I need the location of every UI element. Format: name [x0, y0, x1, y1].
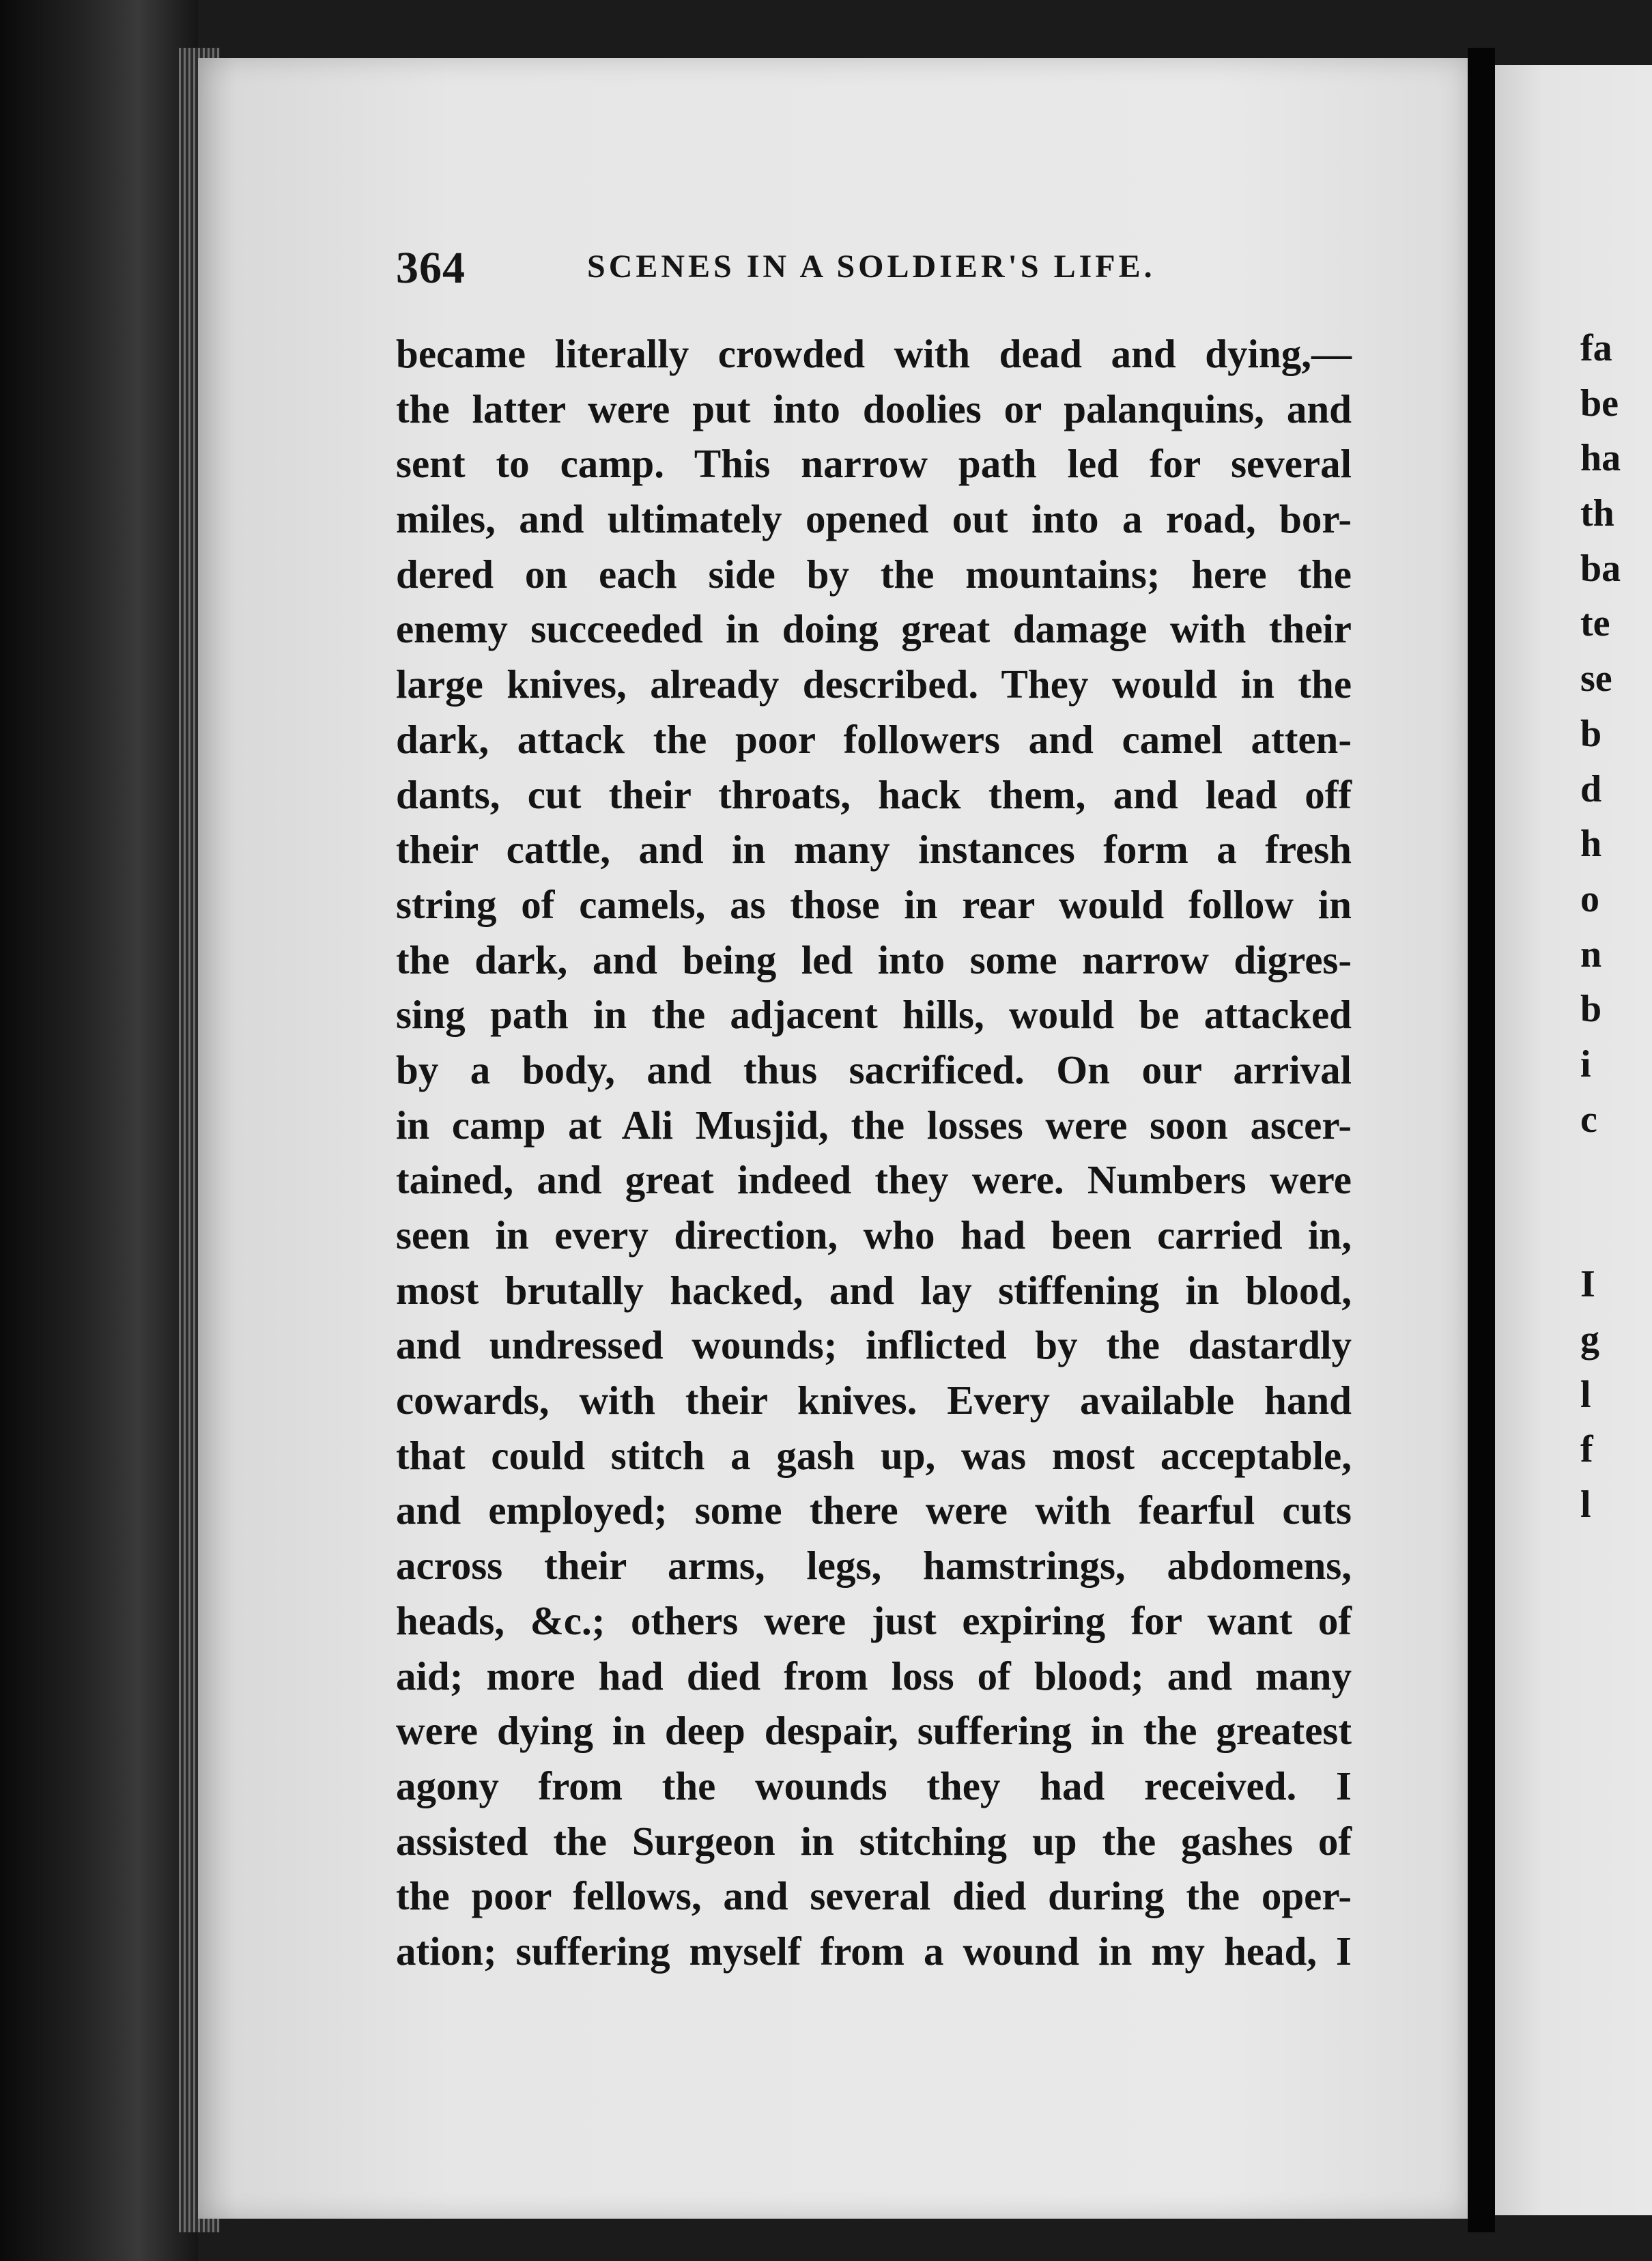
- text-line: that could stitch a gash up, was most acceptable,: [396, 1432, 1352, 1478]
- text-line: tained, and great indeed they were. Numbers were: [396, 1157, 1352, 1203]
- fragment: h: [1580, 823, 1602, 866]
- page-number: 364: [396, 243, 466, 293]
- text-line: were dying in deep despair, suffering in the greatest: [396, 1708, 1352, 1754]
- fragment: o: [1580, 877, 1599, 920]
- text-line: dark, attack the poor followers and camel atten-: [396, 716, 1352, 762]
- fragment: l: [1580, 1373, 1591, 1416]
- facing-page-text-fragments: [1580, 321, 1652, 1533]
- fragment: f: [1580, 1428, 1593, 1471]
- fragment: d: [1580, 767, 1602, 810]
- text-line: became literally crowded with dead and dying,—: [396, 331, 1352, 376]
- fragment: th: [1580, 492, 1614, 535]
- text-line: enemy succeeded in doing great damage with their: [396, 606, 1352, 652]
- fragment: fa: [1580, 327, 1612, 369]
- book-gutter: [1468, 48, 1495, 2232]
- fragment: c: [1580, 1098, 1597, 1141]
- text-line: seen in every direction, who had been carried in,: [396, 1212, 1352, 1257]
- fragment: [1580, 1147, 1652, 1257]
- text-line: by a body, and thus sacrificed. On our arrival: [396, 1047, 1352, 1092]
- text-line: string of camels, as those in rear would follow in: [396, 881, 1352, 927]
- fragment: g: [1580, 1318, 1599, 1361]
- text-line: the dark, and being led into some narrow digres-: [396, 937, 1352, 982]
- fragment: i: [1580, 1042, 1591, 1085]
- text-line: the latter were put into doolies or palanquins, and: [396, 386, 1352, 431]
- fragment: n: [1580, 933, 1602, 976]
- fragment: b: [1580, 988, 1602, 1031]
- text-line: dants, cut their throats, hack them, and lead off: [396, 771, 1352, 817]
- fragment: b: [1580, 712, 1602, 755]
- text-line: dered on each side by the mountains; here the: [396, 551, 1352, 597]
- text-line: in camp at Ali Musjid, the losses were soon ascer-: [396, 1102, 1352, 1148]
- fragment: ba: [1580, 547, 1621, 590]
- text-line: cowards, with their knives. Every available hand: [396, 1378, 1352, 1423]
- text-line: and undressed wounds; inflicted by the dastardly: [396, 1322, 1352, 1368]
- text-line: and employed; some there were with fearful cuts: [396, 1488, 1352, 1533]
- fragment: I: [1580, 1263, 1595, 1306]
- text-line: across their arms, legs, hamstrings, abdomens,: [396, 1543, 1352, 1589]
- fragment: ha: [1580, 437, 1621, 480]
- fragment: se: [1580, 657, 1612, 700]
- text-line: the poor fellows, and several died during the oper-: [396, 1873, 1352, 1919]
- fragment: te: [1580, 602, 1610, 645]
- fragment: be: [1580, 382, 1619, 425]
- text-line: aid; more had died from loss of blood; and many: [396, 1653, 1352, 1698]
- body-text: [396, 326, 1352, 1979]
- text-line: most brutally hacked, and lay stiffening in blood,: [396, 1267, 1352, 1313]
- scan-dark-margin: [0, 0, 198, 2261]
- fragment: l: [1580, 1483, 1591, 1526]
- page-header: [396, 242, 1352, 297]
- text-line: their cattle, and in many instances form a fresh: [396, 827, 1352, 872]
- text-line: ation; suffering myself from a wound in my head, I: [396, 1928, 1352, 1974]
- text-line: heads, &c.; others were just expiring for want of: [396, 1597, 1352, 1643]
- text-line: sing path in the adjacent hills, would be attacked: [396, 992, 1352, 1038]
- text-line: sent to camp. This narrow path led for several: [396, 441, 1352, 487]
- text-line: assisted the Surgeon in stitching up the gashes of: [396, 1818, 1352, 1864]
- text-line: miles, and ultimately opened out into a road, bor-: [396, 496, 1352, 542]
- running-head: SCENES IN A SOLDIER'S LIFE.: [587, 248, 1156, 285]
- text-line: large knives, already described. They would in the: [396, 662, 1352, 707]
- text-line: agony from the wounds they had received. I: [396, 1763, 1352, 1808]
